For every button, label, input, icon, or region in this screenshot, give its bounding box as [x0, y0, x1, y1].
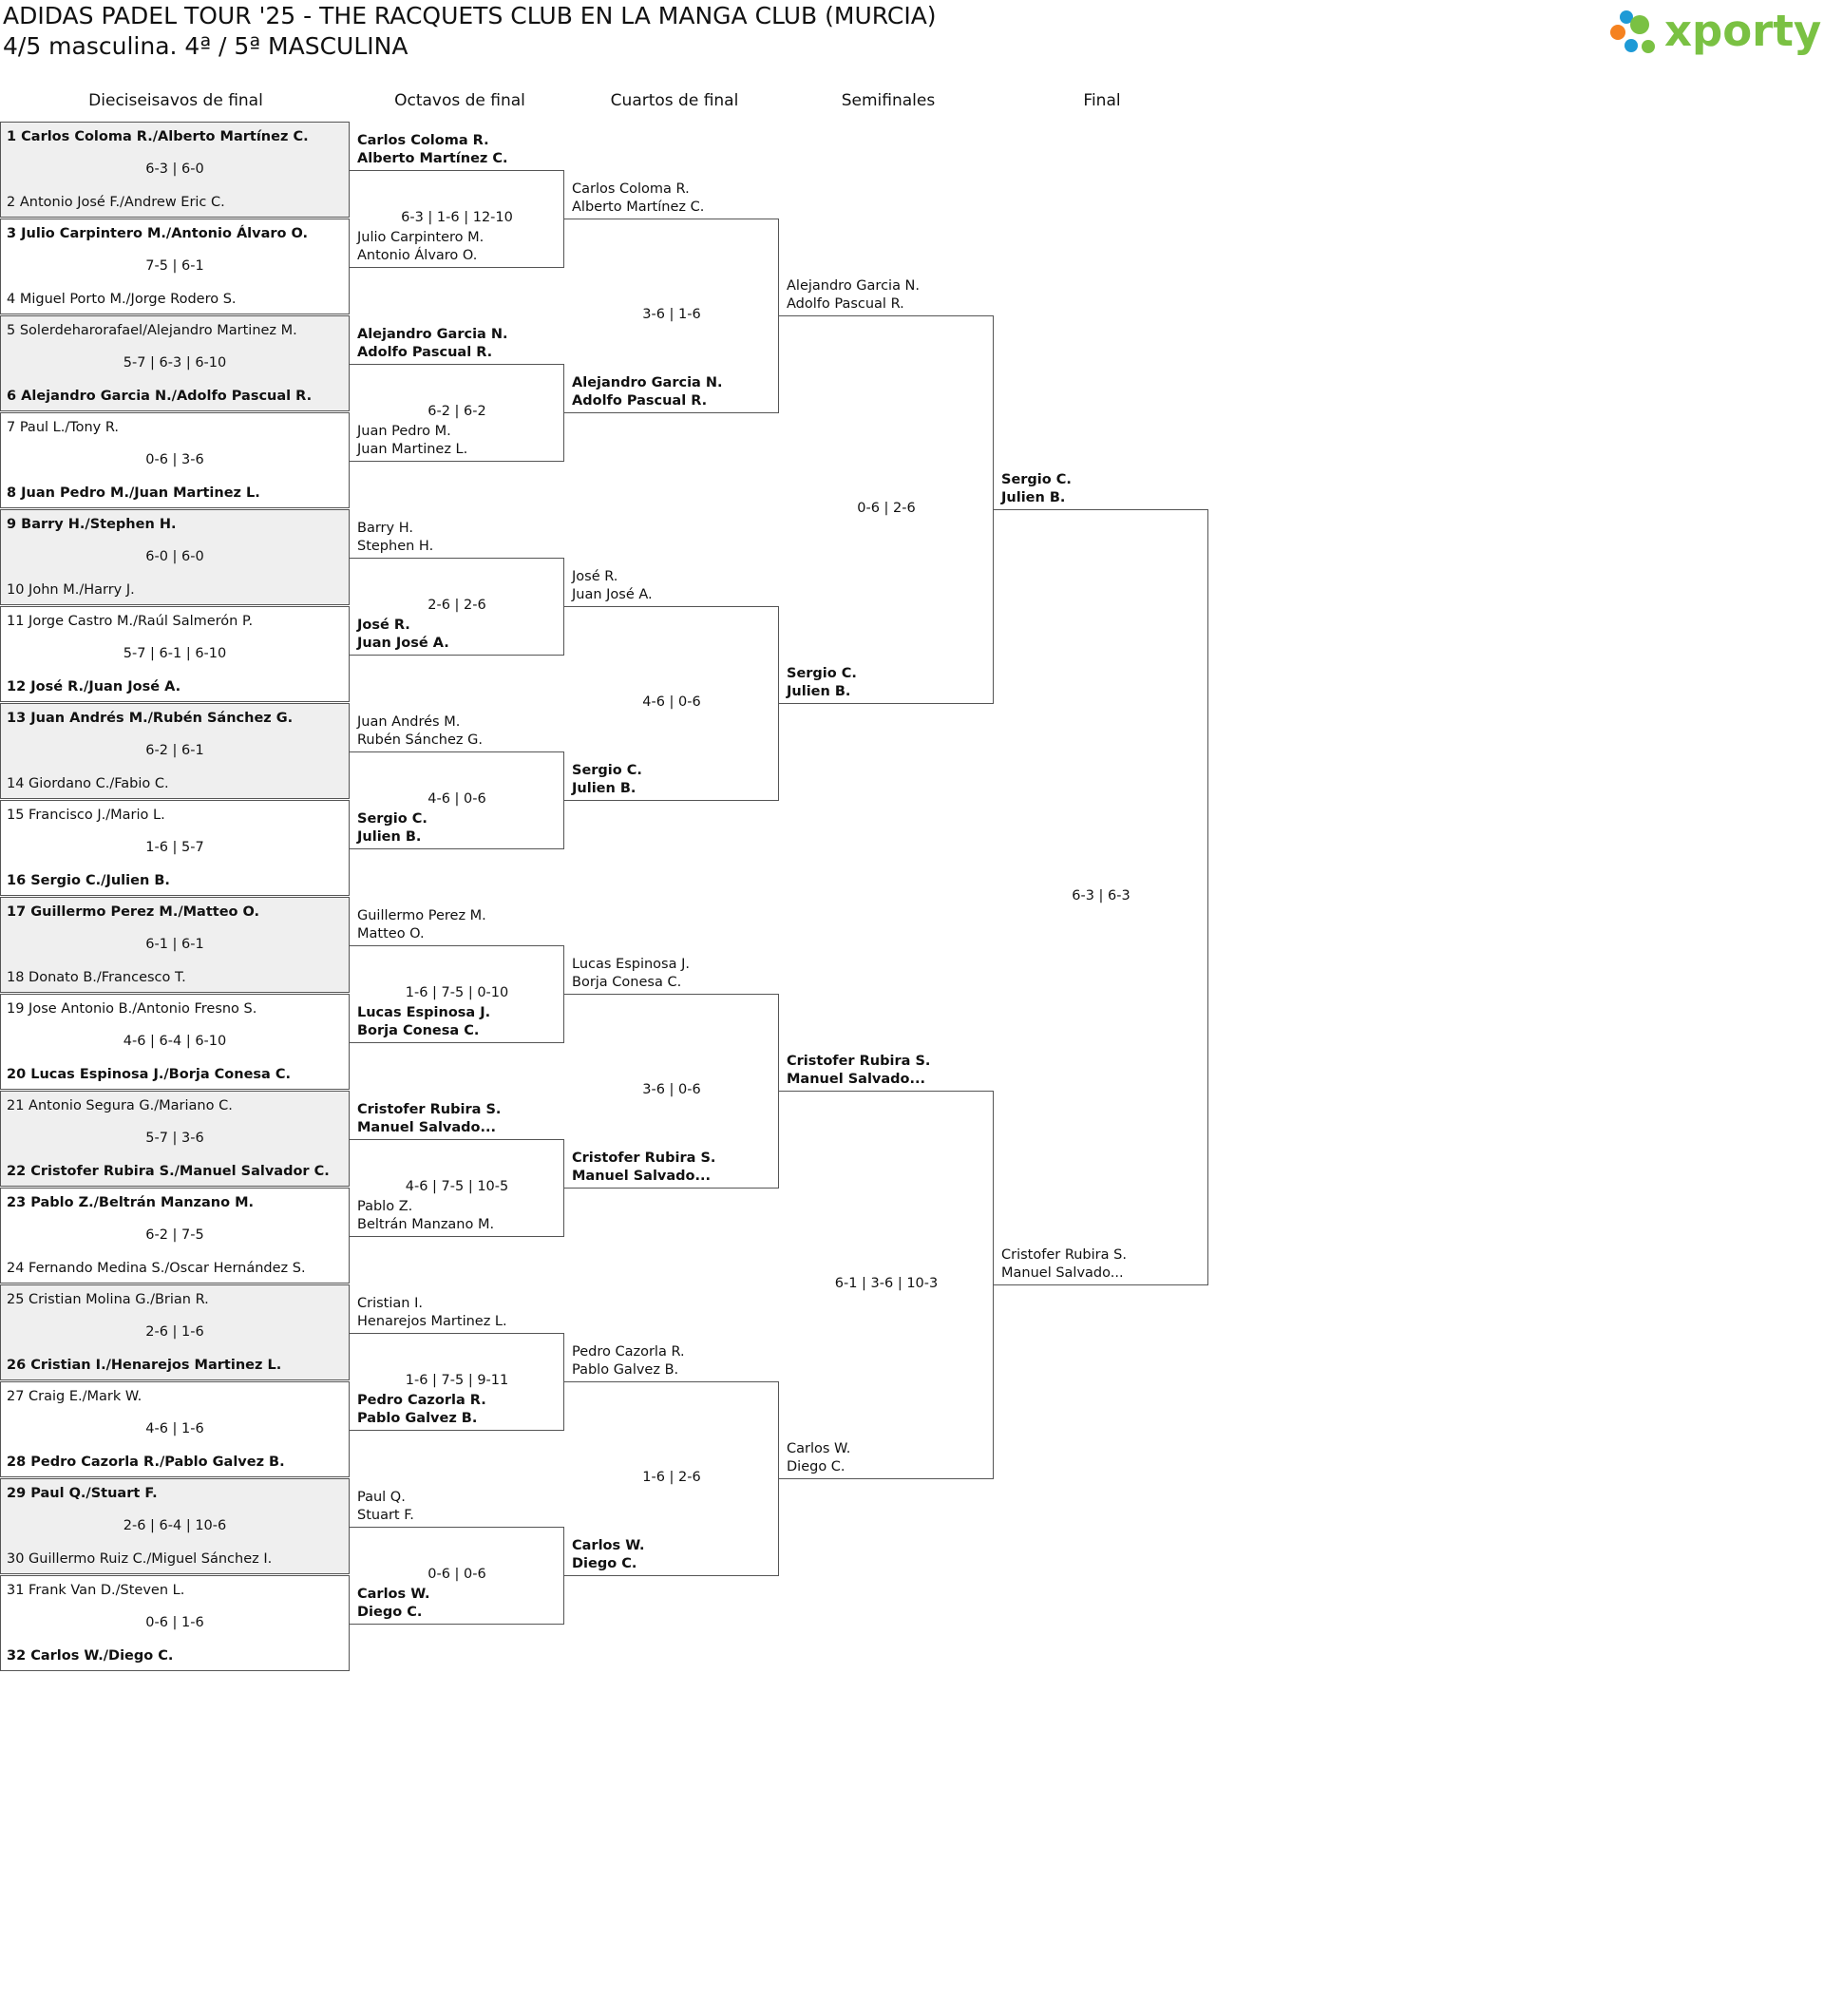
player-name: Julien B.	[787, 684, 851, 699]
team-entry: 16 Sergio C./Julien B.	[7, 873, 170, 888]
match-score: 6-0 | 6-0	[145, 549, 204, 564]
match-score: 6-3 | 6-3	[1072, 888, 1130, 903]
team-entry: 24 Fernando Medina S./Oscar Hernández S.	[7, 1261, 306, 1276]
player-name: Matteo O.	[357, 926, 425, 941]
match-score: 0-6 | 3-6	[145, 452, 204, 467]
match-score: 1-6 | 5-7	[145, 840, 204, 855]
match-block	[0, 1188, 350, 1284]
match-score: 4-6 | 0-6	[642, 694, 701, 710]
match-score: 0-6 | 1-6	[145, 1615, 204, 1630]
player-name: Carlos W.	[572, 1538, 645, 1553]
player-name: Carlos W.	[357, 1587, 430, 1602]
team-entry: 4 Miguel Porto M./Jorge Rodero S.	[7, 292, 237, 307]
team-entry: 23 Pablo Z./Beltrán Manzano M.	[7, 1195, 255, 1210]
player-name: Stuart F.	[357, 1508, 414, 1523]
team-label	[787, 1053, 930, 1089]
player-name: Juan José A.	[572, 587, 653, 602]
match-score: 1-6 | 2-6	[642, 1470, 701, 1485]
team-entry: 3 Julio Carpintero M./Antonio Álvaro O.	[7, 226, 309, 241]
round-header: Semifinales	[841, 91, 936, 110]
player-name: Borja Conesa C.	[572, 975, 682, 990]
match-block	[0, 897, 350, 993]
player-name: Carlos Coloma R.	[357, 133, 489, 148]
team-entry: 29 Paul Q./Stuart F.	[7, 1486, 158, 1501]
player-name: Sergio C.	[787, 666, 857, 681]
team-entry: 5 Solerdeharorafael/Alejandro Martinez M.	[7, 323, 297, 338]
team-label	[1001, 1246, 1127, 1283]
player-name: Barry H.	[357, 521, 413, 536]
team-entry: 15 Francisco J./Mario L.	[7, 808, 165, 823]
team-label	[572, 374, 723, 410]
player-name: Alberto Martínez C.	[572, 200, 705, 215]
team-entry: 27 Craig E./Mark W.	[7, 1389, 142, 1404]
match-score: 1-6 | 7-5 | 0-10	[405, 985, 509, 1000]
team-entry: 8 Juan Pedro M./Juan Martinez L.	[7, 485, 260, 501]
team-label	[572, 1537, 645, 1573]
team-entry: 11 Jorge Castro M./Raúl Salmerón P.	[7, 614, 254, 629]
team-label	[357, 617, 449, 653]
team-label	[787, 277, 920, 314]
team-entry: 2 Antonio José F./Andrew Eric C.	[7, 195, 225, 210]
player-name: Manuel Salvado...	[572, 1169, 712, 1184]
player-name: Julien B.	[1001, 490, 1066, 505]
team-entry: 9 Barry H./Stephen H.	[7, 517, 177, 532]
match-score: 6-1 | 3-6 | 10-3	[834, 1276, 939, 1291]
player-name: Carlos Coloma R.	[572, 181, 690, 197]
player-name: Adolfo Pascual R.	[787, 296, 904, 312]
player-name: Pedro Cazorla R.	[572, 1344, 685, 1360]
match-score: 6-2 | 6-2	[428, 404, 486, 419]
team-entry: 20 Lucas Espinosa J./Borja Conesa C.	[7, 1067, 292, 1082]
team-label	[357, 1101, 501, 1137]
logo-wordmark: xporty	[1664, 6, 1822, 56]
team-label	[572, 1150, 715, 1186]
player-name: Guillermo Perez M.	[357, 908, 486, 923]
player-name: Julien B.	[357, 829, 422, 845]
player-name: Alberto Martínez C.	[357, 151, 508, 166]
match-score: 6-3 | 6-0	[145, 162, 204, 177]
match-score: 6-1 | 6-1	[145, 937, 204, 952]
team-label	[357, 1295, 507, 1331]
player-name: Diego C.	[572, 1556, 637, 1571]
team-entry: 31 Frank Van D./Steven L.	[7, 1583, 185, 1598]
match-block	[0, 1478, 350, 1574]
player-name: Juan Pedro M.	[357, 424, 451, 439]
player-name: Juan Martinez L.	[357, 442, 468, 457]
team-entry: 18 Donato B./Francesco T.	[7, 970, 186, 985]
match-block	[0, 1284, 350, 1380]
player-name: Paul Q.	[357, 1490, 406, 1505]
round-header: Final	[1083, 91, 1121, 110]
match-score: 2-6 | 6-4 | 10-6	[123, 1518, 227, 1533]
team-entry: 19 Jose Antonio B./Antonio Fresno S.	[7, 1001, 257, 1017]
match-block	[0, 122, 350, 218]
round-header: Cuartos de final	[610, 91, 739, 110]
match-block	[0, 606, 350, 702]
match-score: 6-2 | 6-1	[145, 743, 204, 758]
match-score: 2-6 | 2-6	[428, 598, 486, 613]
player-name: Juan Andrés M.	[357, 714, 461, 730]
team-label	[357, 520, 433, 556]
team-label	[357, 229, 484, 265]
team-label	[572, 1343, 685, 1379]
team-entry: 28 Pedro Cazorla R./Pablo Galvez B.	[7, 1455, 285, 1470]
team-label	[357, 1004, 490, 1040]
player-name: José R.	[572, 569, 618, 584]
team-label	[1001, 471, 1072, 507]
match-score: 2-6 | 1-6	[145, 1324, 204, 1340]
match-score: 3-6 | 1-6	[642, 307, 701, 322]
match-score: 1-6 | 7-5 | 9-11	[405, 1373, 509, 1388]
player-name: Manuel Salvado...	[787, 1072, 926, 1087]
team-entry: 21 Antonio Segura G./Mariano C.	[7, 1098, 233, 1113]
team-entry: 25 Cristian Molina G./Brian R.	[7, 1292, 209, 1307]
page-title: ADIDAS PADEL TOUR '25 - THE RACQUETS CLUB EN LA MANGA CLUB (MURCIA)	[3, 2, 937, 29]
match-score: 4-6 | 0-6	[428, 791, 486, 807]
xporty-logo[interactable]	[1606, 4, 1824, 63]
player-name: Henarejos Martinez L.	[357, 1314, 507, 1329]
team-label	[572, 181, 704, 217]
player-name: Cristofer Rubira S.	[787, 1054, 931, 1069]
round-header: Octavos de final	[394, 91, 525, 110]
match-score: 5-7 | 3-6	[145, 1131, 204, 1146]
match-block	[0, 509, 350, 605]
player-name: Cristofer Rubira S.	[1001, 1247, 1127, 1263]
player-name: Julien B.	[572, 781, 636, 796]
team-entry: 13 Juan Andrés M./Rubén Sánchez G.	[7, 711, 294, 726]
player-name: Manuel Salvado...	[1001, 1265, 1124, 1281]
player-name: Pablo Z.	[357, 1199, 413, 1214]
team-label	[572, 956, 690, 992]
team-label	[357, 423, 467, 459]
team-label	[357, 326, 508, 362]
match-block	[0, 703, 350, 799]
team-label	[357, 907, 486, 943]
match-block	[0, 1091, 350, 1187]
player-name: Carlos W.	[787, 1441, 851, 1456]
team-label	[787, 665, 857, 701]
match-score: 6-3 | 1-6 | 12-10	[401, 210, 513, 225]
team-label	[357, 1489, 414, 1525]
team-entry: 30 Guillermo Ruiz C./Miguel Sánchez I.	[7, 1551, 273, 1567]
match-block	[0, 1575, 350, 1671]
match-block	[0, 219, 350, 314]
player-name: Cristofer Rubira S.	[357, 1102, 502, 1117]
player-name: Pedro Cazorla R.	[357, 1393, 486, 1408]
player-name: Alejandro Garcia N.	[787, 278, 921, 294]
player-name: Adolfo Pascual R.	[572, 393, 708, 409]
team-label	[787, 1440, 850, 1476]
match-score: 4-6 | 6-4 | 6-10	[123, 1034, 227, 1049]
match-block	[0, 315, 350, 411]
team-label	[357, 1586, 430, 1622]
player-name: Diego C.	[357, 1605, 423, 1620]
team-label	[572, 568, 653, 604]
player-name: Cristian I.	[357, 1296, 423, 1311]
match-score: 7-5 | 6-1	[145, 258, 204, 274]
player-name: Cristofer Rubira S.	[572, 1151, 716, 1166]
team-entry: 12 José R./Juan José A.	[7, 679, 181, 694]
player-name: Alejandro Garcia N.	[572, 375, 723, 390]
match-score: 6-2 | 7-5	[145, 1227, 204, 1243]
round-header: Dieciseisavos de final	[88, 91, 263, 110]
player-name: José R.	[357, 618, 410, 633]
page-subtitle: 4/5 masculina. 4ª / 5ª MASCULINA	[3, 32, 408, 60]
team-label	[357, 1392, 486, 1428]
match-score: 3-6 | 0-6	[642, 1082, 701, 1097]
team-label	[357, 1198, 494, 1234]
player-name: Lucas Espinosa J.	[572, 957, 690, 972]
match-score: 0-6 | 0-6	[428, 1567, 486, 1582]
match-score: 4-6 | 1-6	[145, 1421, 204, 1436]
player-name: Julio Carpintero M.	[357, 230, 484, 245]
player-name: Juan José A.	[357, 636, 449, 651]
player-name: Lucas Espinosa J.	[357, 1005, 491, 1020]
player-name: Beltrán Manzano M.	[357, 1217, 495, 1232]
team-entry: 14 Giordano C./Fabio C.	[7, 776, 169, 791]
team-entry: 26 Cristian I./Henarejos Martinez L.	[7, 1358, 282, 1373]
team-entry: 17 Guillermo Perez M./Matteo O.	[7, 904, 260, 920]
player-name: Rubén Sánchez G.	[357, 732, 483, 748]
player-name: Manuel Salvado...	[357, 1120, 497, 1135]
player-name: Sergio C.	[357, 811, 428, 827]
player-name: Diego C.	[787, 1459, 846, 1474]
player-name: Borja Conesa C.	[357, 1023, 480, 1038]
match-score: 5-7 | 6-1 | 6-10	[123, 646, 227, 661]
match-score: 4-6 | 7-5 | 10-5	[405, 1179, 509, 1194]
team-entry: 22 Cristofer Rubira S./Manuel Salvador C.	[7, 1164, 330, 1179]
player-name: Sergio C.	[572, 763, 642, 778]
team-entry: 32 Carlos W./Diego C.	[7, 1648, 174, 1664]
team-label	[357, 810, 428, 846]
player-name: Stephen H.	[357, 539, 434, 554]
match-block	[0, 412, 350, 508]
player-name: Alejandro Garcia N.	[357, 327, 508, 342]
player-name: Antonio Álvaro O.	[357, 248, 478, 263]
team-entry: 7 Paul L./Tony R.	[7, 420, 120, 435]
team-label	[357, 713, 483, 750]
team-entry: 1 Carlos Coloma R./Alberto Martínez C.	[7, 129, 309, 144]
team-entry: 6 Alejandro Garcia N./Adolfo Pascual R.	[7, 389, 313, 404]
player-name: Sergio C.	[1001, 472, 1072, 487]
match-block	[0, 994, 350, 1090]
team-entry: 10 John M./Harry J.	[7, 582, 135, 598]
match-score: 5-7 | 6-3 | 6-10	[123, 355, 227, 371]
match-score: 0-6 | 2-6	[857, 501, 916, 516]
match-block	[0, 1381, 350, 1477]
match-block	[0, 800, 350, 896]
player-name: Pablo Galvez B.	[572, 1362, 679, 1378]
player-name: Adolfo Pascual R.	[357, 345, 493, 360]
team-label	[357, 132, 508, 168]
player-name: Pablo Galvez B.	[357, 1411, 478, 1426]
team-label	[572, 762, 642, 798]
